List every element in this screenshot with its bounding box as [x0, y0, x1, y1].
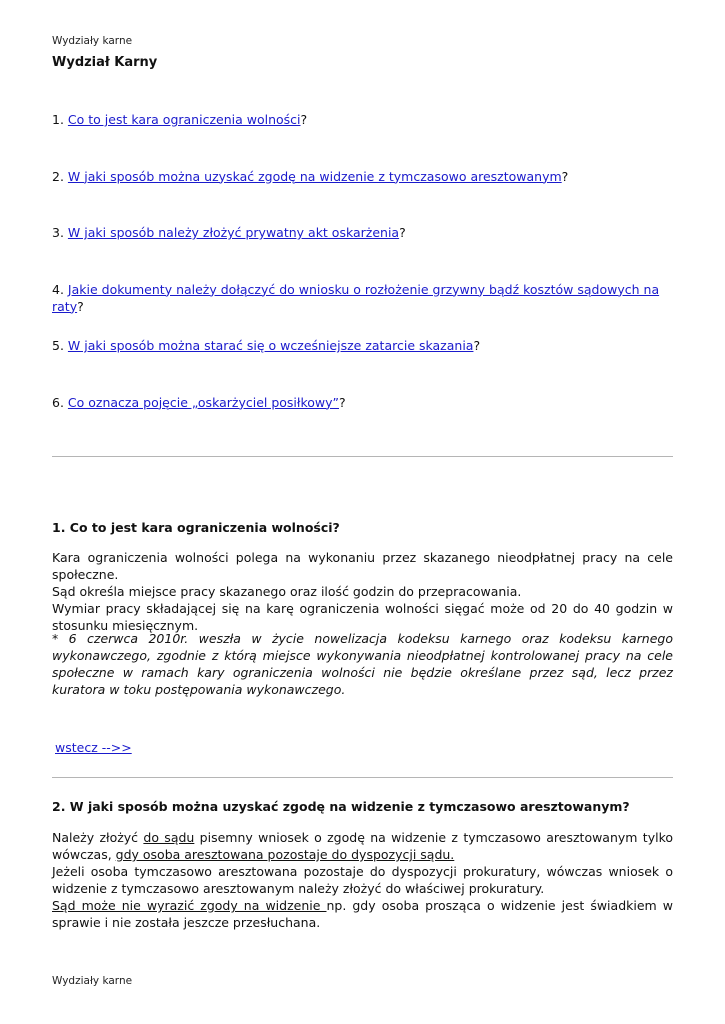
underlined-text: do sądu — [143, 830, 195, 845]
toc-suffix: ? — [399, 225, 406, 240]
section-1-heading: 1. Co to jest kara ograniczenia wolności? — [52, 520, 340, 535]
toc-item-1 — [52, 111, 673, 168]
section-1-line-1: Kara ograniczenia wolności polega na wykonaniu przez skazanego nieodpłatnej pracy na cele społeczne. — [52, 550, 673, 582]
running-footer: Wydziały karne — [52, 975, 133, 987]
toc-suffix: ? — [339, 394, 346, 410]
toc-link-5[interactable]: W jaki sposób można starać się o wcześniejsze zatarcie skazania — [67, 338, 474, 353]
toc-number: 1. — [52, 112, 64, 127]
section-2-paragraph-c — [52, 897, 673, 931]
toc-link-1[interactable]: Co to jest kara ograniczenia wolności — [67, 112, 301, 127]
toc-suffix: ? — [561, 168, 569, 184]
underlined-text: Sąd może nie wyrazić zgody na widzenie — [52, 898, 327, 913]
toc-link-3[interactable]: W jaki sposób należy złożyć prywatny akt oskarżenia — [67, 225, 400, 240]
toc-item-5 — [52, 337, 673, 394]
toc-link-4[interactable]: Jakie dokumenty należy dołączyć do wniosku o rozłożenie grzywny bądź kosztów sądowych na raty — [52, 281, 660, 314]
toc-item-3 — [52, 224, 673, 281]
toc-item-2 — [52, 168, 673, 225]
section-1-body — [52, 549, 673, 634]
toc-suffix: ? — [300, 112, 308, 127]
section-2-body — [52, 829, 673, 931]
text-run: np. gdy osoba prosząca o widzenie jest świadkiem w sprawie i nie została jeszcze przesłuchana. — [52, 898, 673, 930]
section-1-line-3: Wymiar pracy składającej się na karę ograniczenia wolności sięgać może od 20 do 40 godzin w stosunku miesięcznym. — [52, 601, 673, 633]
toc-suffix: ? — [473, 338, 481, 353]
underlined-text: gdy osoba aresztowana pozostaje do dyspozycji sądu. — [115, 847, 455, 862]
running-header: Wydziały karne — [52, 35, 133, 47]
divider — [52, 456, 673, 457]
toc-number: 5. — [52, 338, 64, 353]
toc-number: 6. — [52, 394, 64, 410]
text-run: pisemny wniosek o zgodę na widzenie z tymczasowo aresztowanym tylko wówczas, — [52, 830, 674, 862]
section-2-heading: 2. W jaki sposób można uzyskać zgodę na widzenie z tymczasowo aresztowanym? — [52, 799, 630, 814]
section-2-paragraph-a — [52, 829, 673, 863]
table-of-contents — [52, 111, 673, 450]
toc-item-6 — [52, 394, 673, 451]
section-2-paragraph-b: Jeżeli osoba tymczasowo aresztowana pozostaje do dyspozycji prokuratury, wówczas wniosek o widzenie z tymczasowo aresztowanym należy złożyć do właściwej prokuratury. — [52, 864, 673, 896]
divider — [52, 777, 673, 778]
toc-number: 2. — [52, 168, 64, 184]
page-title: Wydział Karny — [52, 55, 158, 70]
back-link[interactable]: wstecz -->> — [55, 740, 132, 755]
text-run: Należy złożyć — [52, 830, 144, 845]
toc-number: 4. — [52, 281, 64, 297]
toc-link-6[interactable]: Co oznacza pojęcie „oskarżyciel posiłkowy” — [67, 394, 339, 410]
section-1-note: * 6 czerwca 2010r. weszła w życie nowelizacja kodeksu karnego oraz kodeksu karnego wykonawczego, zgodnie z którą miejsce wykonywania nieodpłatnej kontrolowanej pracy na cele społeczne w ramach kary ograniczenia wolności nie będzie określane przez sąd, lecz przez kuratora w toku postępowania wykonawczego. — [52, 631, 673, 697]
toc-suffix: ? — [77, 298, 84, 314]
section-1-line-2: Sąd określa miejsce pracy skazanego oraz ilość godzin do przepracowania. — [52, 584, 522, 599]
toc-number: 3. — [52, 225, 64, 240]
toc-item-4 — [52, 281, 673, 338]
toc-link-2[interactable]: W jaki sposób można uzyskać zgodę na widzenie z tymczasowo aresztowanym — [67, 168, 562, 184]
